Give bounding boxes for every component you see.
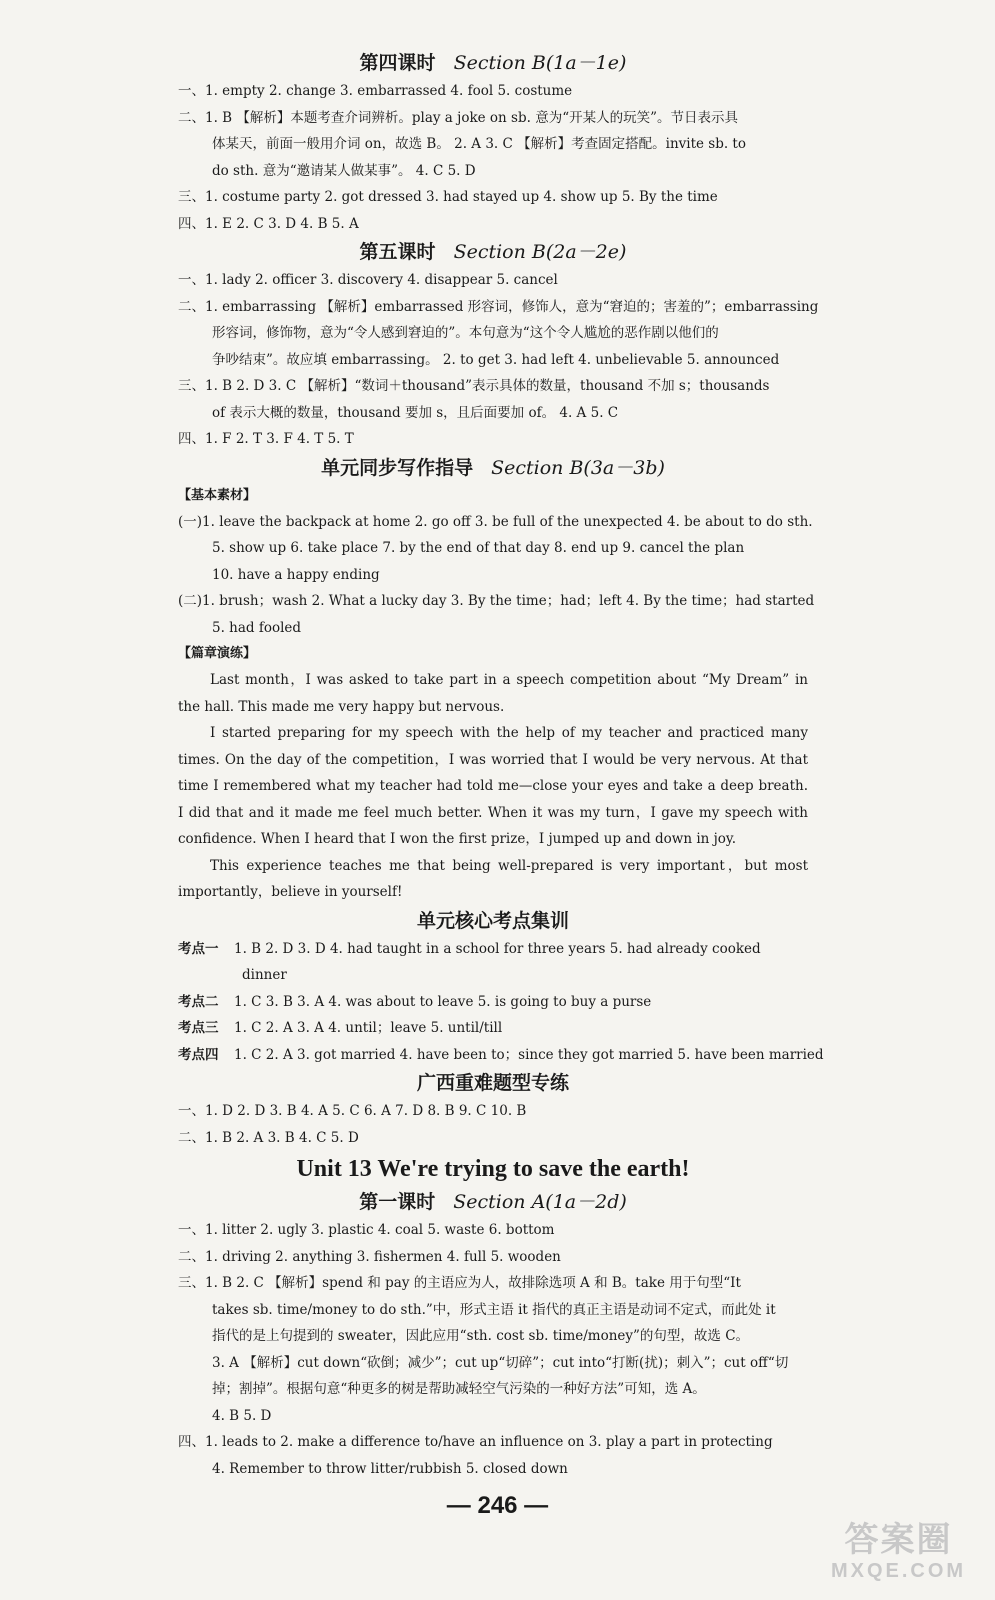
point-label: 考点四: [178, 1046, 219, 1063]
section-heading-u13: [178, 1187, 808, 1217]
answer-text: 1. C 2. A 3. got married 4. have been to；since they got married 5. have been married: [234, 1046, 824, 1063]
point-label: 考点三: [178, 1020, 219, 1036]
answer-line: 5. had fooled: [212, 619, 302, 636]
answer-line: 四、1. leads to 2. make a difference to/have an influence on 3. play a part in protecting: [178, 1434, 773, 1450]
answer-line: takes sb. time/money to do sth.”中，形式主语 it 指代的真正主语是动词不定式，而此处 it: [212, 1301, 776, 1318]
answer-text: 1. B 2. D 3. D 4. had taught in a school for three years 5. had already cooked: [234, 940, 761, 957]
section-heading-4: [178, 48, 808, 78]
essay-practice-tag: 【篇章演练】: [178, 646, 257, 661]
answer-line: 4. Remember to throw litter/rubbish 5. closed down: [212, 1460, 568, 1477]
watermark-text: 答案圈: [844, 1521, 953, 1559]
answer-line: 三、1. B 2. C 【解析】spend 和 pay 的主语应为人，故排除选项 A 和 B。take 用于句型“It: [178, 1275, 741, 1291]
answer-line: do sth. 意为“邀请某人做某事”。 4. C 5. D: [212, 162, 476, 179]
answer-line: 一、1. empty 2. change 3. embarrassed 4. fool 5. costume: [178, 83, 573, 99]
answer-line: 3. A 【解析】cut down“砍倒；减少”；cut up“切碎”；cut into“打断(扰)；刺入”；cut off“切: [212, 1354, 789, 1371]
answer-line: 三、1. B 2. D 3. C 【解析】“数词＋thousand”表示具体的数量，thousand 不加 s；thousands: [178, 378, 770, 394]
guangxi-practice-heading: 广西重难题型专练: [416, 1072, 569, 1094]
writing-guide-heading: [178, 453, 808, 483]
answer-line: (二)1. brush；wash 2. What a lucky day 3. By the time；had；left 4. By the time；had started: [178, 593, 815, 609]
answer-line: 一、1. litter 2. ugly 3. plastic 4. coal 5. waste 6. bottom: [178, 1222, 555, 1238]
section-label: Section B(2a－2e): [453, 241, 627, 263]
section-heading-5: [178, 237, 808, 267]
answer-line: 掉；割掉”。根据句意“种更多的树是帮助减轻空气污染的一种好方法”可知，选 A。: [212, 1381, 706, 1397]
answer-line: 一、1. lady 2. officer 3. discovery 4. disappear 5. cancel: [178, 272, 558, 288]
answer-line: (一)1. leave the backpack at home 2. go off 3. be full of the unexpected 4. be about to do sth.: [178, 513, 813, 530]
answer-line: 指代的是上句提到的 sweater，因此应用“sth. cost sb. time/money”的句型，故选 C。: [212, 1328, 750, 1344]
answer-line: 10. have a happy ending: [212, 566, 380, 583]
answer-line: 5. show up 6. take place 7. by the end of that day 8. end up 9. cancel the plan: [212, 540, 745, 556]
essay-paragraph: I started preparing for my speech with the help of my teacher and practiced many times. On the day of the competition，I was worried that I would be very nervous. At that time I remembered what my teacher had told me—close your eyes and take a deep breath. I did that and it made me feel much better. When it was my turn，I gave my speech with confidence. When I heard that I won the first prize，I jumped up and down in joy.: [178, 725, 808, 847]
answer-line: 四、1. F 2. T 3. F 4. T 5. T: [178, 431, 354, 447]
lesson-title: 第一课时: [359, 1191, 436, 1213]
answer-line: dinner: [242, 967, 287, 983]
point-label: 考点二: [178, 993, 219, 1010]
watermark-url: MXQE.COM: [830, 1560, 967, 1582]
answer-line: 形容词，修饰物，意为“令人感到窘迫的”。本句意为“这个令人尴尬的恶作剧以他们的: [212, 325, 719, 341]
section-label: Section B(3a－3b): [491, 456, 665, 479]
core-points-heading: 单元核心考点集训: [416, 909, 569, 932]
answer-text: 1. C 3. B 3. A 4. was about to leave 5. is going to buy a purse: [234, 993, 652, 1010]
answer-line: 体某天，前面一般用介词 on，故选 B。 2. A 3. C 【解析】考查固定搭配。invite sb. to: [212, 136, 746, 152]
essay-paragraph: This experience teaches me that being well-prepared is very important，but most importantly，believe in yourself!: [178, 857, 808, 900]
lesson-title: 第五课时: [359, 241, 436, 263]
unit-title: Unit 13 We're trying to save the earth!: [296, 1156, 690, 1182]
watermark-logo: [826, 1520, 971, 1588]
answer-line: 二、1. driving 2. anything 3. fishermen 4. full 5. wooden: [178, 1248, 561, 1265]
answer-line: of 表示大概的数量，thousand 要加 s，且后面要加 of。 4. A 5. C: [212, 404, 619, 421]
page-number: — 246 —: [446, 1492, 549, 1519]
answer-line: 四、1. E 2. C 3. D 4. B 5. A: [178, 215, 359, 232]
section-label: Section B(1a－1e): [453, 52, 627, 74]
answer-text: 1. C 2. A 3. A 4. until；leave 5. until/till: [234, 1020, 503, 1036]
answer-page: [178, 48, 824, 1482]
answer-line: 二、1. B 2. A 3. B 4. C 5. D: [178, 1129, 359, 1146]
lesson-title: 单元同步写作指导: [321, 456, 474, 479]
section-label: Section A(1a－2d): [453, 1191, 627, 1213]
essay-paragraph: Last month，I was asked to take part in a speech competition about “My Dream” in the hall. This made me very happy but nervous.: [178, 672, 808, 715]
answer-line: 4. B 5. D: [212, 1407, 272, 1424]
point-label: 考点一: [178, 940, 219, 957]
answer-line: 一、1. D 2. D 3. B 4. A 5. C 6. A 7. D 8. B 9. C 10. B: [178, 1103, 527, 1119]
answer-line: 二、1. embarrassing 【解析】embarrassed 形容词，修饰人，意为“窘迫的；害羞的”；embarrassing: [178, 298, 819, 315]
basic-material-tag: 【基本素材】: [178, 487, 257, 503]
lesson-title: 第四课时: [359, 52, 436, 74]
answer-line: 争吵结束”。故应填 embarrassing。 2. to get 3. had left 4. unbelievable 5. announced: [212, 351, 780, 368]
answer-line: 二、1. B 【解析】本题考查介词辨析。play a joke on sb. 意为“开某人的玩笑”。节日表示具: [178, 109, 738, 126]
answer-line: 三、1. costume party 2. got dressed 3. had stayed up 4. show up 5. By the time: [178, 189, 718, 205]
